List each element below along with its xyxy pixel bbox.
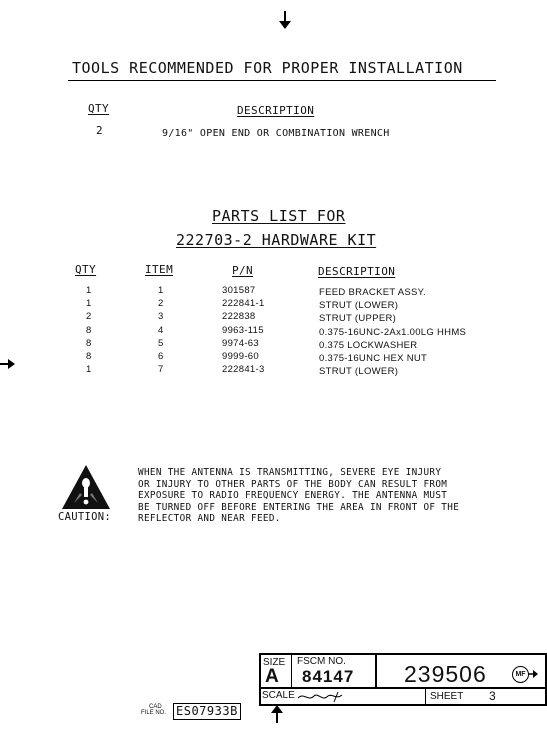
tools-qty-header: QTY (88, 102, 110, 115)
parts-description-header: DESCRIPTION (318, 265, 396, 278)
row-item: 4 (158, 325, 164, 336)
row-qty: 2 (86, 311, 92, 322)
sheet-label: SHEET (430, 691, 464, 702)
caution-line: WHEN THE ANTENNA IS TRANSMITTING, SEVERE EYE INJURY (138, 467, 442, 478)
warning-triangle-icon (60, 463, 112, 511)
parts-list-title: PARTS LIST FOR (212, 207, 346, 225)
cad-label-top: CAD (149, 704, 162, 710)
row-description: STRUT (UPPER) (319, 313, 397, 324)
row-description: FEED BRACKET ASSY. (319, 287, 426, 298)
tools-description-header: DESCRIPTION (237, 104, 315, 117)
row-item: 5 (158, 338, 164, 349)
scale-scribble-icon (296, 690, 344, 704)
size-divider (291, 653, 292, 688)
row-item: 7 (158, 364, 164, 375)
caution-line: BE TURNED OFF BEFORE ENTERING THE AREA IN FRONT OF THE (138, 501, 460, 513)
row-description: 0.375-16UNC-2Ax1.00LG HHMS (319, 327, 467, 338)
row-pn: 222841-3 (222, 364, 265, 375)
row-qty: 8 (86, 325, 92, 336)
row-qty: 1 (86, 364, 92, 375)
scale-divider (425, 688, 426, 706)
fscm-label: FSCM NO. (297, 656, 346, 667)
row-pn: 222841-1 (222, 298, 265, 309)
row-description: 0.375 LOCKWASHER (319, 340, 418, 351)
row-pn: 9974-63 (222, 338, 259, 349)
row-description: 0.375-16UNC HEX NUT (319, 353, 428, 364)
title-block-divider (259, 687, 547, 689)
parts-pn-header: P/N (232, 264, 254, 277)
tools-row-description: 9/16" OPEN END OR COMBINATION WRENCH (162, 128, 390, 139)
row-item: 2 (158, 298, 164, 309)
caution-line: REFLECTOR AND NEAR FEED. (138, 513, 281, 525)
right-arrow-icon (528, 669, 538, 679)
cad-label-bottom: FILE NO. (141, 710, 167, 716)
row-item: 3 (158, 311, 164, 322)
tools-title: TOOLS RECOMMENDED FOR PROPER INSTALLATION (72, 59, 463, 77)
row-qty: 8 (86, 338, 92, 349)
cad-label (141, 704, 166, 716)
row-description: STRUT (LOWER) (319, 300, 399, 311)
parts-list-subtitle: 222703-2 HARDWARE KIT (176, 231, 377, 249)
caution-line: OR INJURY TO OTHER PARTS OF THE BODY CAN RESULT FROM (138, 478, 448, 490)
parts-item-header: ITEM (145, 263, 174, 276)
row-pn: 301587 (222, 285, 256, 296)
row-pn: 222838 (222, 311, 256, 322)
fscm-value: 84147 (302, 667, 355, 686)
mf-badge: MF (512, 666, 529, 683)
row-qty: 8 (86, 351, 92, 362)
row-item: 6 (158, 351, 164, 362)
down-arrow-icon (278, 10, 292, 30)
right-arrow-icon (0, 358, 16, 370)
size-label: SIZE (263, 657, 286, 668)
scale-box-rule (296, 704, 342, 705)
sheet-value: 3 (489, 689, 496, 703)
row-pn: 9963-115 (222, 325, 264, 336)
cad-file-number: ES07933B (173, 703, 241, 720)
caution-label: CAUTION: (58, 511, 111, 523)
caution-text (138, 467, 459, 525)
row-description: STRUT (LOWER) (319, 366, 399, 377)
fscm-divider (375, 653, 377, 688)
up-arrow-icon (270, 704, 284, 724)
row-pn: 9999-60 (222, 351, 259, 362)
row-item: 1 (158, 285, 164, 296)
caution-line: EXPOSURE TO RADIO FREQUENCY ENERGY. THE ANTENNA MUST (138, 490, 448, 502)
drawing-number: 239506 (404, 661, 487, 687)
row-qty: 1 (86, 285, 92, 296)
parts-qty-header: QTY (75, 263, 97, 276)
size-value: A (265, 666, 279, 687)
row-qty: 1 (86, 298, 92, 309)
scale-label: SCALE (262, 690, 295, 701)
tools-title-rule (68, 80, 496, 81)
tools-row-qty: 2 (96, 124, 104, 137)
